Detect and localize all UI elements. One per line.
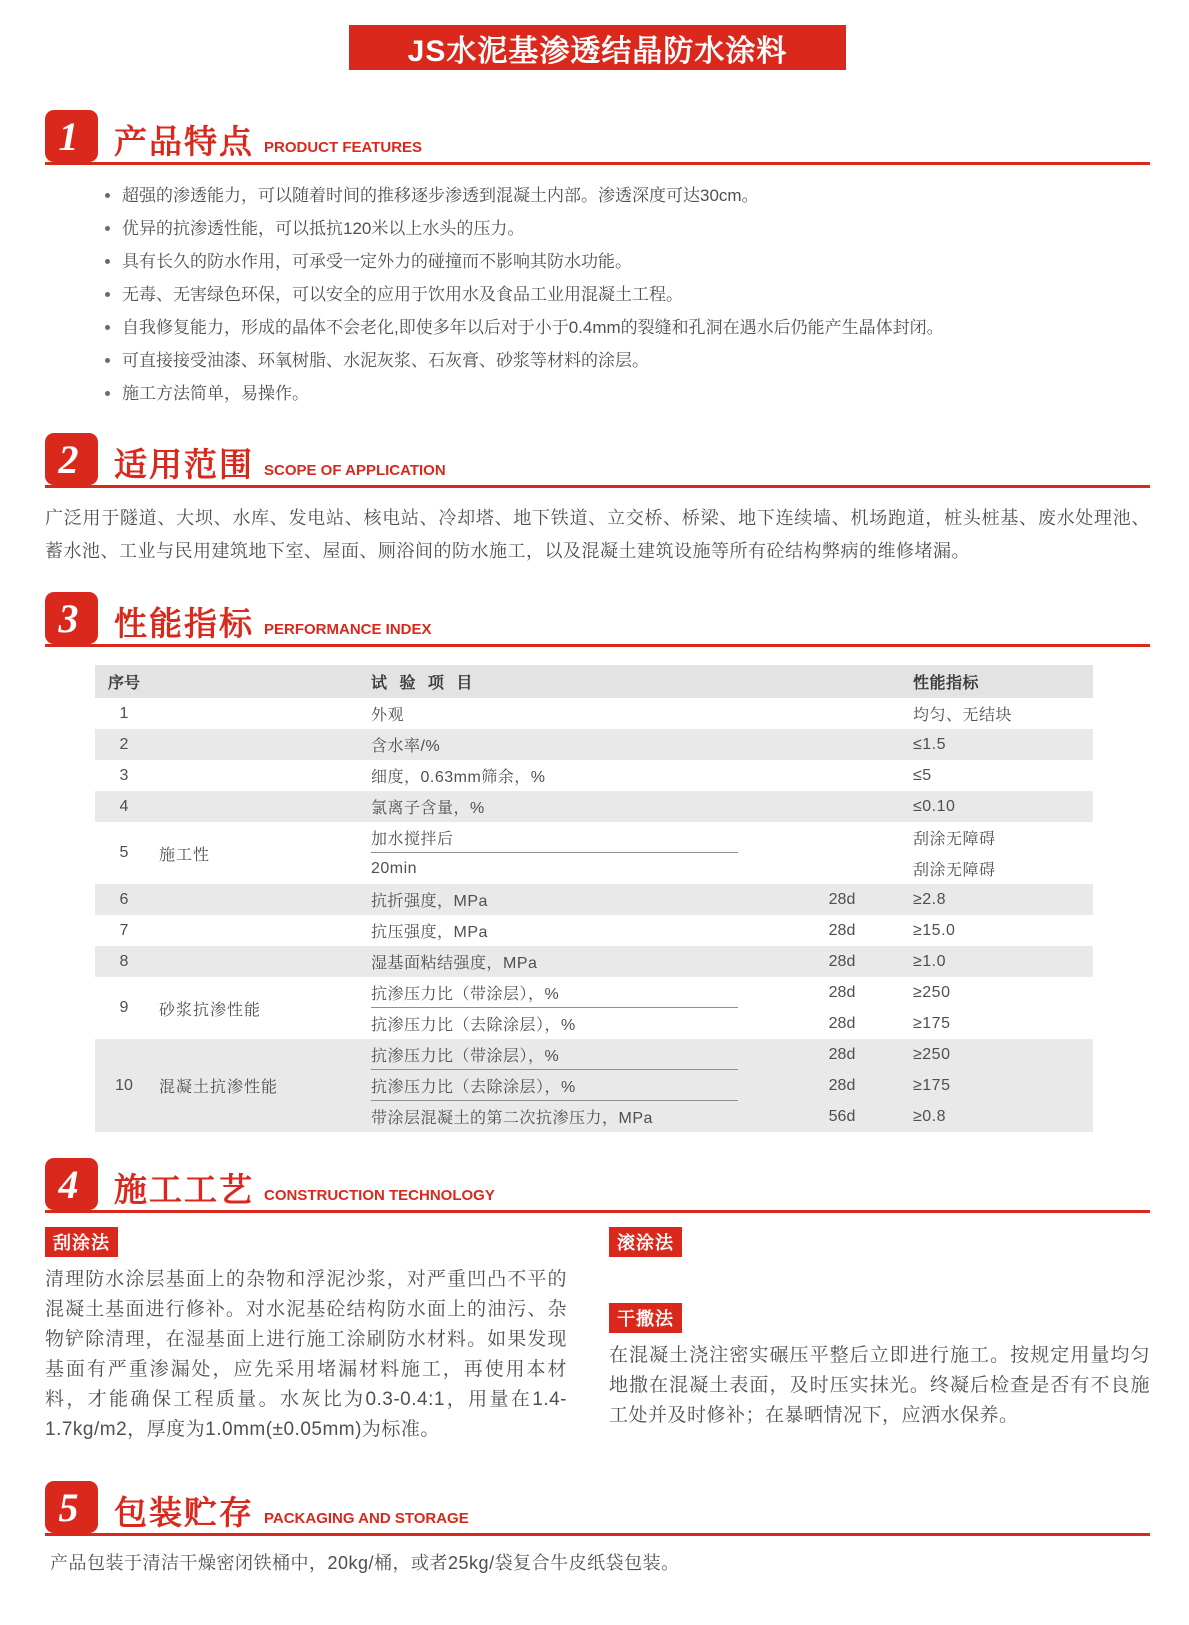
construction-methods: [45, 1227, 1150, 1445]
test-group: [153, 698, 371, 729]
row-items: [371, 946, 1093, 977]
feature-text: 具有长久的防水作用，可承受一定外力的碰撞而不影响其防水功能。: [122, 252, 632, 271]
spacer: [609, 1257, 1150, 1303]
method-label-scrape: 刮涂法: [45, 1227, 118, 1257]
section-title: 包装贮存: [114, 1494, 254, 1531]
row-items: [371, 791, 1093, 822]
test-item: 氯离子含量，%: [371, 800, 485, 817]
test-group: 施工性: [159, 846, 211, 864]
row-items: [371, 665, 1093, 698]
test-item: 抗压强度，MPa: [371, 924, 488, 941]
row-items: [371, 915, 1093, 946]
bullet-icon: [105, 193, 110, 198]
test-item: 细度，0.63mm筛余，%: [371, 769, 546, 786]
section-title: 适用范围: [114, 446, 254, 483]
table-row: [95, 791, 1093, 822]
test-value: ≥250: [913, 983, 951, 1001]
test-group: [153, 729, 371, 760]
section-title: 性能指标: [114, 605, 254, 642]
test-value: 均匀、无结块: [913, 707, 1013, 724]
table-row: [95, 1039, 1093, 1132]
feature-text: 无毒、无害绿色环保，可以安全的应用于饮用水及食品工业用混凝土工程。: [122, 285, 683, 304]
method-scrape: [45, 1227, 567, 1445]
table-row: [95, 884, 1093, 915]
row-number: 9: [119, 999, 129, 1016]
test-group: [153, 665, 371, 698]
table-sub-row: [371, 760, 1093, 791]
table-sub-row: [371, 1070, 1093, 1101]
test-item: 带涂层混凝土的第二次抗渗压力，MPa: [371, 1110, 653, 1127]
test-item: 抗渗压力比（去除涂层），%: [371, 1017, 576, 1034]
row-number: 6: [119, 890, 129, 908]
bullet-icon: [105, 226, 110, 231]
feature-text: 自我修复能力，形成的晶体不会老化,即使多年以后对于小于0.4mm的裂缝和孔洞在遇水后仍能产生晶体封闭。: [122, 318, 944, 337]
test-item: 湿基面粘结强度，MPa: [371, 955, 538, 972]
method-label-roll: 滚涂法: [609, 1227, 682, 1257]
test-item: 含水率/%: [371, 738, 441, 755]
test-group: [153, 760, 371, 791]
row-items: [371, 884, 1093, 915]
table-row: [95, 729, 1093, 760]
feature-item: [105, 212, 1150, 245]
feature-item: [105, 377, 1150, 410]
row-number: 2: [119, 735, 129, 753]
test-group: [153, 791, 371, 822]
test-value: 刮涂无障碍: [913, 831, 996, 848]
test-item: 抗渗压力比（带涂层），%: [371, 977, 738, 1008]
test-age: 28d: [828, 1014, 856, 1032]
table-sub-row: [371, 822, 1093, 853]
bullet-icon: [105, 391, 110, 396]
table-sub-row: [371, 1008, 1093, 1039]
table-sub-row: [371, 1101, 1093, 1132]
test-item: 加水搅拌后: [371, 822, 738, 853]
bullet-icon: [105, 325, 110, 330]
table-row: [95, 946, 1093, 977]
row-number: 1: [119, 704, 129, 722]
section-number-badge: 4: [45, 1158, 98, 1210]
test-value: ≥15.0: [913, 921, 956, 939]
test-value: ≤1.5: [913, 735, 947, 753]
bullet-icon: [105, 358, 110, 363]
test-value: ≥175: [913, 1076, 951, 1094]
table-sub-row: [371, 977, 1093, 1008]
test-age: 28d: [828, 952, 856, 970]
table-sub-row: [371, 853, 1093, 884]
table-sub-row: [371, 665, 1093, 698]
performance-table: [95, 665, 1093, 1132]
method-roll-and-dry: [609, 1227, 1150, 1445]
section-number-badge: 1: [45, 110, 98, 162]
method-label-dry: 干撒法: [609, 1303, 682, 1333]
section-subtitle: SCOPE OF APPLICATION: [264, 462, 446, 479]
section-number-badge: 2: [45, 433, 98, 485]
feature-item: [105, 278, 1150, 311]
document-page: [0, 25, 1189, 1625]
test-value: ≥1.0: [913, 952, 947, 970]
section-subtitle: PRODUCT FEATURES: [264, 139, 423, 156]
row-items: [371, 822, 1093, 884]
method-paragraph-scrape: 清理防水涂层基面上的杂物和浮泥沙浆，对严重凹凸不平的混凝土基面进行修补。对水泥基砼结构防水面上的油污、杂物铲除清理，在湿基面上进行施工涂刷防水材料。如果发现基面有严重渗漏处，应先采用堵漏材料施工，再使用本材料，才能确保工程质量。水灰比为0.3-0.4:1，用量在1.4-1.7kg/m2，厚度为1.0mm(±0.05mm)为标准。: [45, 1269, 567, 1440]
bullet-icon: [105, 259, 110, 264]
section-number-badge: 5: [45, 1481, 98, 1533]
feature-item: [105, 311, 1150, 344]
test-age: 28d: [828, 921, 856, 939]
section-header: [45, 110, 1150, 165]
test-item: 外观: [371, 707, 405, 724]
table-row: [95, 977, 1093, 1039]
row-items: [371, 760, 1093, 791]
row-number: 3: [119, 766, 129, 784]
table-sub-row: [371, 946, 1093, 977]
page-title: JS水泥基渗透结晶防水涂料: [407, 34, 788, 68]
test-value: ≥250: [913, 1045, 951, 1063]
section-header: [45, 1481, 1150, 1536]
table-sub-row: [371, 915, 1093, 946]
feature-list: [105, 179, 1150, 410]
test-value: ≤5: [913, 766, 932, 784]
table-sub-row: [371, 884, 1093, 915]
section-subtitle: PACKAGING AND STORAGE: [264, 1510, 469, 1527]
row-items: [371, 1039, 1093, 1132]
section-number-badge: 3: [45, 592, 98, 644]
test-value: 性能指标: [913, 675, 980, 692]
feature-text: 超强的渗透能力，可以随着时间的推移逐步渗透到混凝土内部。渗透深度可达30cm。: [122, 186, 759, 205]
test-item: 试 验 项 目: [371, 675, 477, 692]
test-value: ≥2.8: [913, 890, 947, 908]
feature-item: [105, 344, 1150, 377]
feature-item: [105, 179, 1150, 212]
test-value: 刮涂无障碍: [913, 862, 996, 879]
row-number: 10: [115, 1076, 133, 1094]
method-paragraph-dry: 在混凝土浇注密实碾压平整后立即进行施工。按规定用量均匀地撒在混凝土表面，及时压实抹光。终凝后检查是否有不良施工处并及时修补；在暴晒情况下，应洒水保养。: [609, 1345, 1150, 1426]
section-title: 产品特点: [114, 123, 254, 160]
test-item: 抗折强度，MPa: [371, 893, 488, 910]
row-number: 4: [119, 797, 129, 815]
test-value: ≥0.8: [913, 1107, 947, 1125]
test-age: 28d: [828, 1045, 856, 1063]
section-subtitle: CONSTRUCTION TECHNOLOGY: [264, 1187, 495, 1204]
section-subtitle: PERFORMANCE INDEX: [264, 621, 432, 638]
row-items: [371, 698, 1093, 729]
section-performance: [45, 592, 1150, 1132]
table-sub-row: [371, 791, 1093, 822]
table-sub-row: [371, 1039, 1093, 1070]
row-number: 序号: [107, 675, 140, 692]
row-items: [371, 977, 1093, 1039]
section-header: [45, 433, 1150, 488]
test-group: 砂浆抗渗性能: [159, 1001, 262, 1019]
test-item: 抗渗压力比（去除涂层），%: [371, 1070, 738, 1101]
packaging-paragraph: 产品包装于清洁干燥密闭铁桶中，20kg/桶，或者25kg/袋复合牛皮纸袋包装。: [50, 1553, 680, 1573]
test-group: [153, 915, 371, 946]
test-age: 56d: [828, 1107, 856, 1125]
test-group: [153, 946, 371, 977]
test-value: ≥175: [913, 1014, 951, 1032]
title-banner: [349, 25, 846, 70]
table-sub-row: [371, 698, 1093, 729]
test-age: 28d: [828, 890, 856, 908]
table-header-row: [95, 665, 1093, 698]
scope-paragraph: 广泛用于隧道、大坝、水库、发电站、核电站、冷却塔、地下铁道、立交桥、桥梁、地下连续墙、机场跑道，桩头桩基、废水处理池、蓄水池、工业与民用建筑地下室、屋面、厕浴间的防水施工，以及混凝土建筑设施等所有砼结构弊病的维修堵漏。: [45, 508, 1150, 561]
feature-text: 施工方法简单，易操作。: [122, 384, 309, 403]
test-item: 20min: [371, 859, 418, 877]
table-row: [95, 760, 1093, 791]
feature-text: 可直接接受油漆、环氧树脂、水泥灰浆、石灰膏、砂浆等材料的涂层。: [122, 351, 649, 370]
test-age: 28d: [828, 983, 856, 1001]
table-sub-row: [371, 729, 1093, 760]
test-value: ≤0.10: [913, 797, 956, 815]
feature-text: 优异的抗渗透性能，可以抵抗120米以上水头的压力。: [122, 219, 525, 238]
row-items: [371, 729, 1093, 760]
table-row: [95, 915, 1093, 946]
section-title: 施工工艺: [114, 1171, 254, 1208]
table-row: [95, 822, 1093, 884]
section-features: [45, 110, 1150, 410]
test-age: 28d: [828, 1076, 856, 1094]
section-packaging: [45, 1481, 1150, 1578]
row-number: 8: [119, 952, 129, 970]
section-construction: [45, 1158, 1150, 1445]
test-group: [153, 884, 371, 915]
test-item: 抗渗压力比（带涂层），%: [371, 1039, 738, 1070]
bullet-icon: [105, 292, 110, 297]
row-number: 5: [119, 844, 129, 861]
section-header: [45, 1158, 1150, 1213]
table-row: [95, 698, 1093, 729]
section-header: [45, 592, 1150, 647]
test-group: 混凝土抗渗性能: [159, 1079, 279, 1096]
feature-item: [105, 245, 1150, 278]
row-number: 7: [119, 921, 129, 939]
section-scope: [45, 433, 1150, 568]
